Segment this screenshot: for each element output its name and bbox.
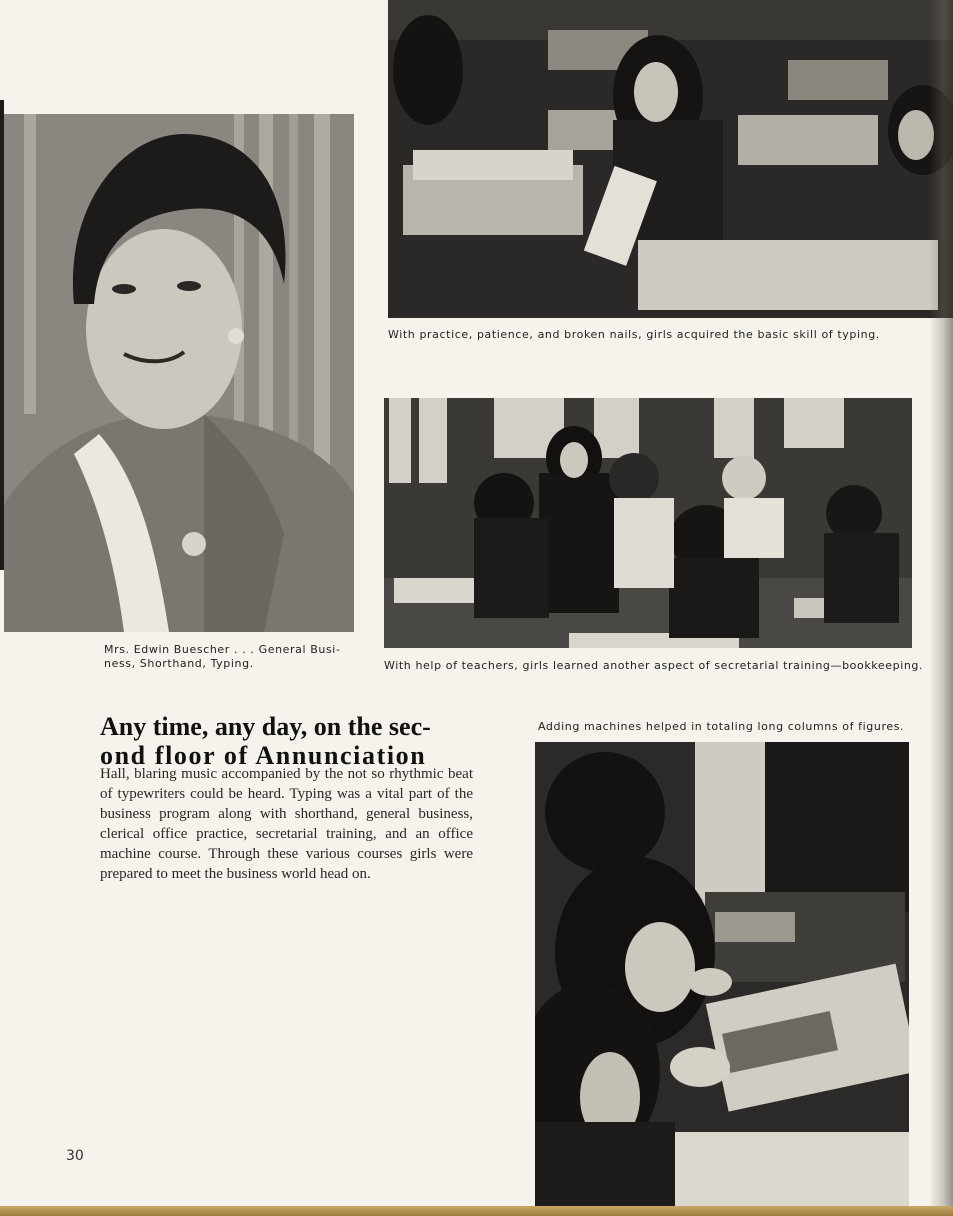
portrait-caption-line-1: Mrs. Edwin Buescher . . . General Busi- — [104, 643, 341, 656]
article-body: Hall, blaring music accompanied by the not so rhythmic beat of typewriters could be heard. Typing was a vital part of the business program along with shorthand, general business, clerical office practice, secretarial training, and an office machine course. Through these various courses girls were prepared to meet the business world head on. — [100, 766, 473, 882]
adding-machines-caption: Adding machines helped in totaling long columns of figures. — [538, 720, 905, 733]
page-bottom-edge — [0, 1206, 953, 1216]
portrait-illustration — [4, 114, 354, 632]
headline-line-2: ond floor of Annunciation — [100, 741, 427, 770]
portrait-photo — [4, 114, 354, 632]
article-headline — [100, 712, 480, 770]
portrait-caption — [104, 643, 354, 671]
bookkeeping-class-caption: With help of teachers, girls learned another aspect of secretarial training—bookkeeping. — [384, 659, 924, 672]
adding-machines-photo — [535, 742, 909, 1206]
bookkeeping-class-photo — [384, 398, 912, 648]
bookkeeping-class-illustration — [384, 398, 912, 648]
book-spine-shadow — [929, 0, 953, 1216]
typing-class-illustration — [388, 0, 953, 318]
portrait-caption-line-2: ness, Shorthand, Typing. — [104, 657, 254, 670]
adding-machines-illustration — [535, 742, 909, 1206]
headline-line-1: Any time, any day, on the sec- — [100, 712, 431, 741]
typing-class-photo — [388, 0, 953, 318]
page-number: 30 — [66, 1148, 84, 1164]
typing-class-caption: With practice, patience, and broken nails, girls acquired the basic skill of typing. — [388, 328, 880, 341]
